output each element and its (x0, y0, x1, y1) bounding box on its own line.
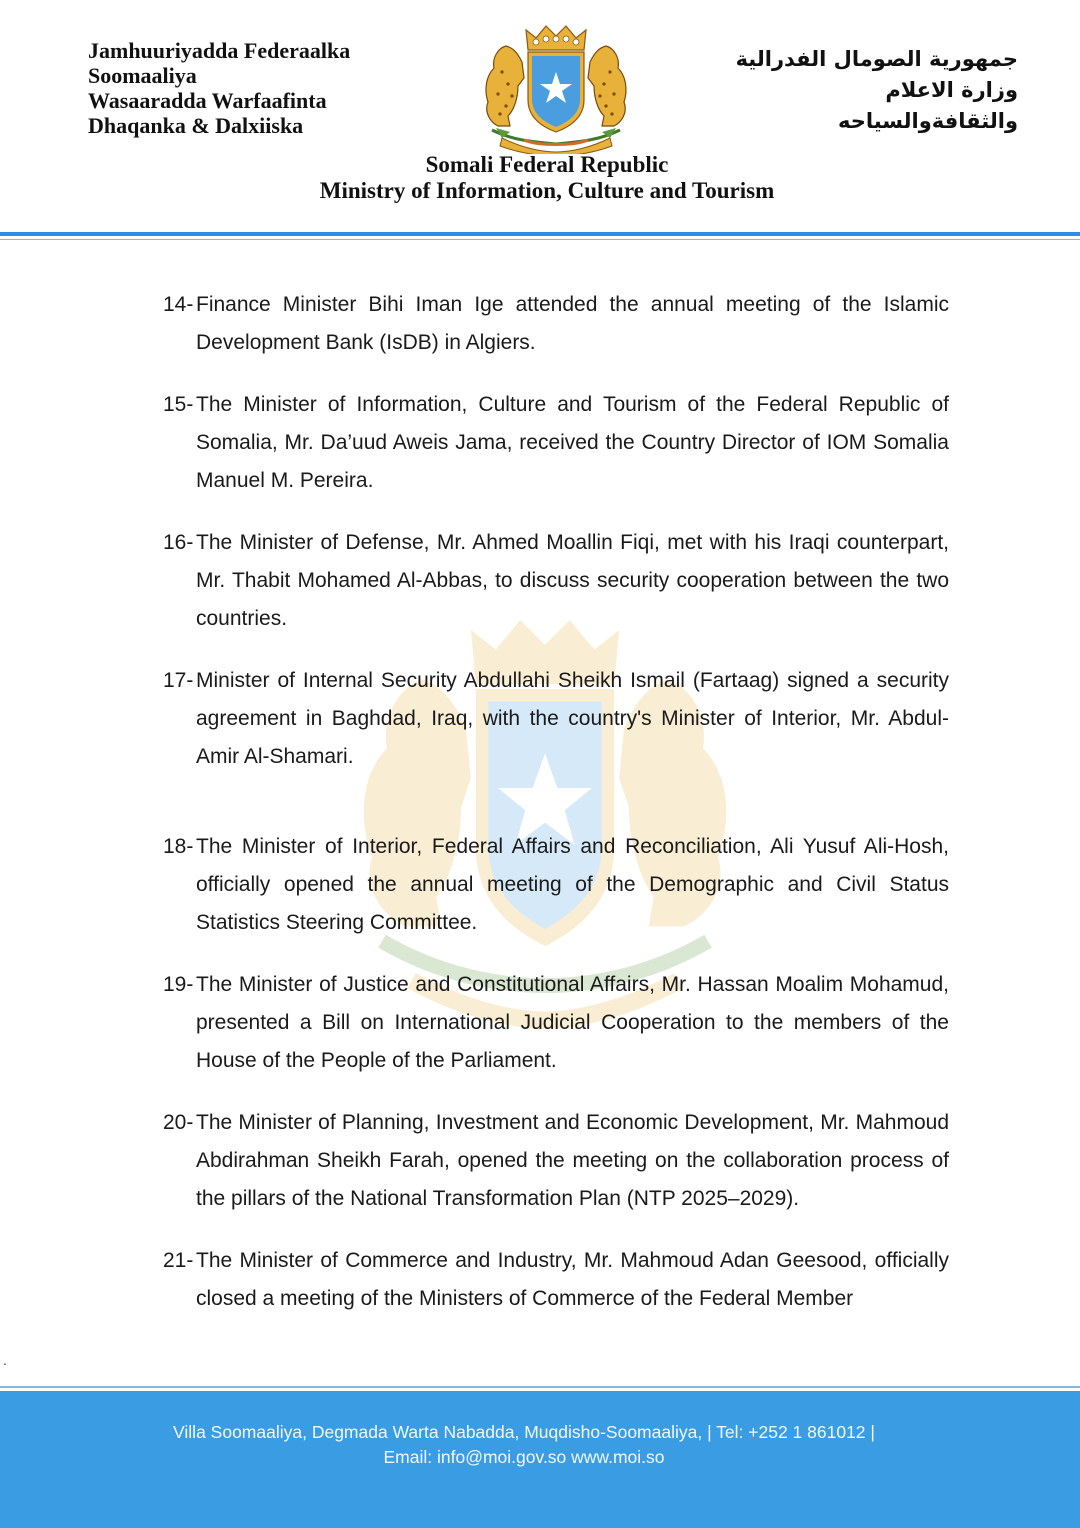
header-right-line-2: وزارة الاعلام (885, 78, 1018, 102)
list-item (163, 1104, 949, 1218)
item-text: The Minister of Interior, Federal Affairs and Reconciliation, Ali Yusuf Ali-Hosh, officially opened the annual meeting of the Demographic and Civil Status Statistics Steering Committee. (196, 835, 949, 934)
item-text: Minister of Internal Security Abdullahi Sheikh Ismail (Fartaag) signed a security agreement in Baghdad, Iraq, with the country's Minister of Interior, Mr. Abdul-Amir Al-Shamari. (196, 669, 949, 768)
item-text: Finance Minister Bihi Iman Ige attended the annual meeting of the Islamic Development Bank (IsDB) in Algiers. (196, 293, 949, 354)
item-number: 19- (163, 973, 194, 996)
header-left-line-2: Soomaaliya (88, 63, 197, 88)
header-center-line-1: Somali Federal Republic (425, 152, 669, 177)
footer-divider (0, 1386, 1080, 1388)
item-number: 20- (163, 1111, 194, 1134)
item-text: The Minister of Information, Culture and Tourism of the Federal Republic of Somalia, Mr. Da’uud Aweis Jama, received the Country Director of IOM Somalia Manuel M. Pereira. (196, 393, 949, 492)
footer-contact (0, 1420, 1048, 1470)
list-item (163, 386, 949, 500)
item-number: 17- (163, 669, 194, 692)
list-item (163, 1242, 949, 1318)
item-text: The Minister of Justice and Constitutional Affairs, Mr. Hassan Moalim Mohamud, presented a Bill on International Judicial Cooperation to the members of the House of the People of the Parliament. (196, 973, 949, 1072)
header-left-line-3: Wasaaradda Warfaafinta (88, 88, 327, 113)
header-left-line-1: Jamhuuriyadda Federaalka (88, 38, 351, 63)
list-item (163, 524, 949, 638)
header-right-arabic (736, 44, 1018, 137)
list-item (163, 662, 949, 776)
header-right-line-3: والثقافةوالسياحه (837, 109, 1018, 133)
item-number: 14- (163, 293, 194, 316)
item-number: 21- (163, 1249, 194, 1272)
list-item (163, 828, 949, 942)
header-left-line-4: Dhaqanka & Dalxiiska (88, 113, 304, 138)
header-right-line-1: جمهورية الصومال الفدرالية (735, 47, 1018, 71)
header-center-line-2: Ministry of Information, Culture and Tourism (319, 178, 775, 203)
list-item (163, 286, 949, 362)
footer-email-web[interactable]: Email: info@moi.gov.so www.moi.so (383, 1447, 665, 1467)
item-text: The Minister of Planning, Investment and Economic Development, Mr. Mahmoud Abdirahman Sheikh Farah, opened the meeting on the collaboration process of the pillars of the National Transformation Plan (NTP 2025–2029). (196, 1111, 949, 1210)
item-text: The Minister of Defense, Mr. Ahmed Moallin Fiqi, met with his Iraqi counterpart, Mr. Thabit Mohamed Al-Abbas, to discuss security cooperation between the two countries. (196, 531, 949, 630)
item-number: 15- (163, 393, 194, 416)
stray-mark: . (3, 1352, 7, 1368)
header-divider-thick (0, 232, 1080, 236)
list-item (163, 966, 949, 1080)
somalia-coat-of-arms-icon (462, 22, 650, 154)
news-list (163, 286, 949, 1342)
item-number: 18- (163, 835, 194, 858)
header-divider-thin (0, 239, 1080, 240)
header-left-somali (88, 38, 350, 138)
header-center-english (0, 152, 1080, 204)
footer-address: Villa Soomaaliya, Degmada Warta Nabadda, Muqdisho-Soomaaliya, | Tel: +252 1 861012 | (173, 1422, 875, 1442)
item-text: The Minister of Commerce and Industry, Mr. Mahmoud Adan Geesood, officially closed a meeting of the Ministers of Commerce of the Federal Member (196, 1249, 949, 1310)
item-number: 16- (163, 531, 194, 554)
